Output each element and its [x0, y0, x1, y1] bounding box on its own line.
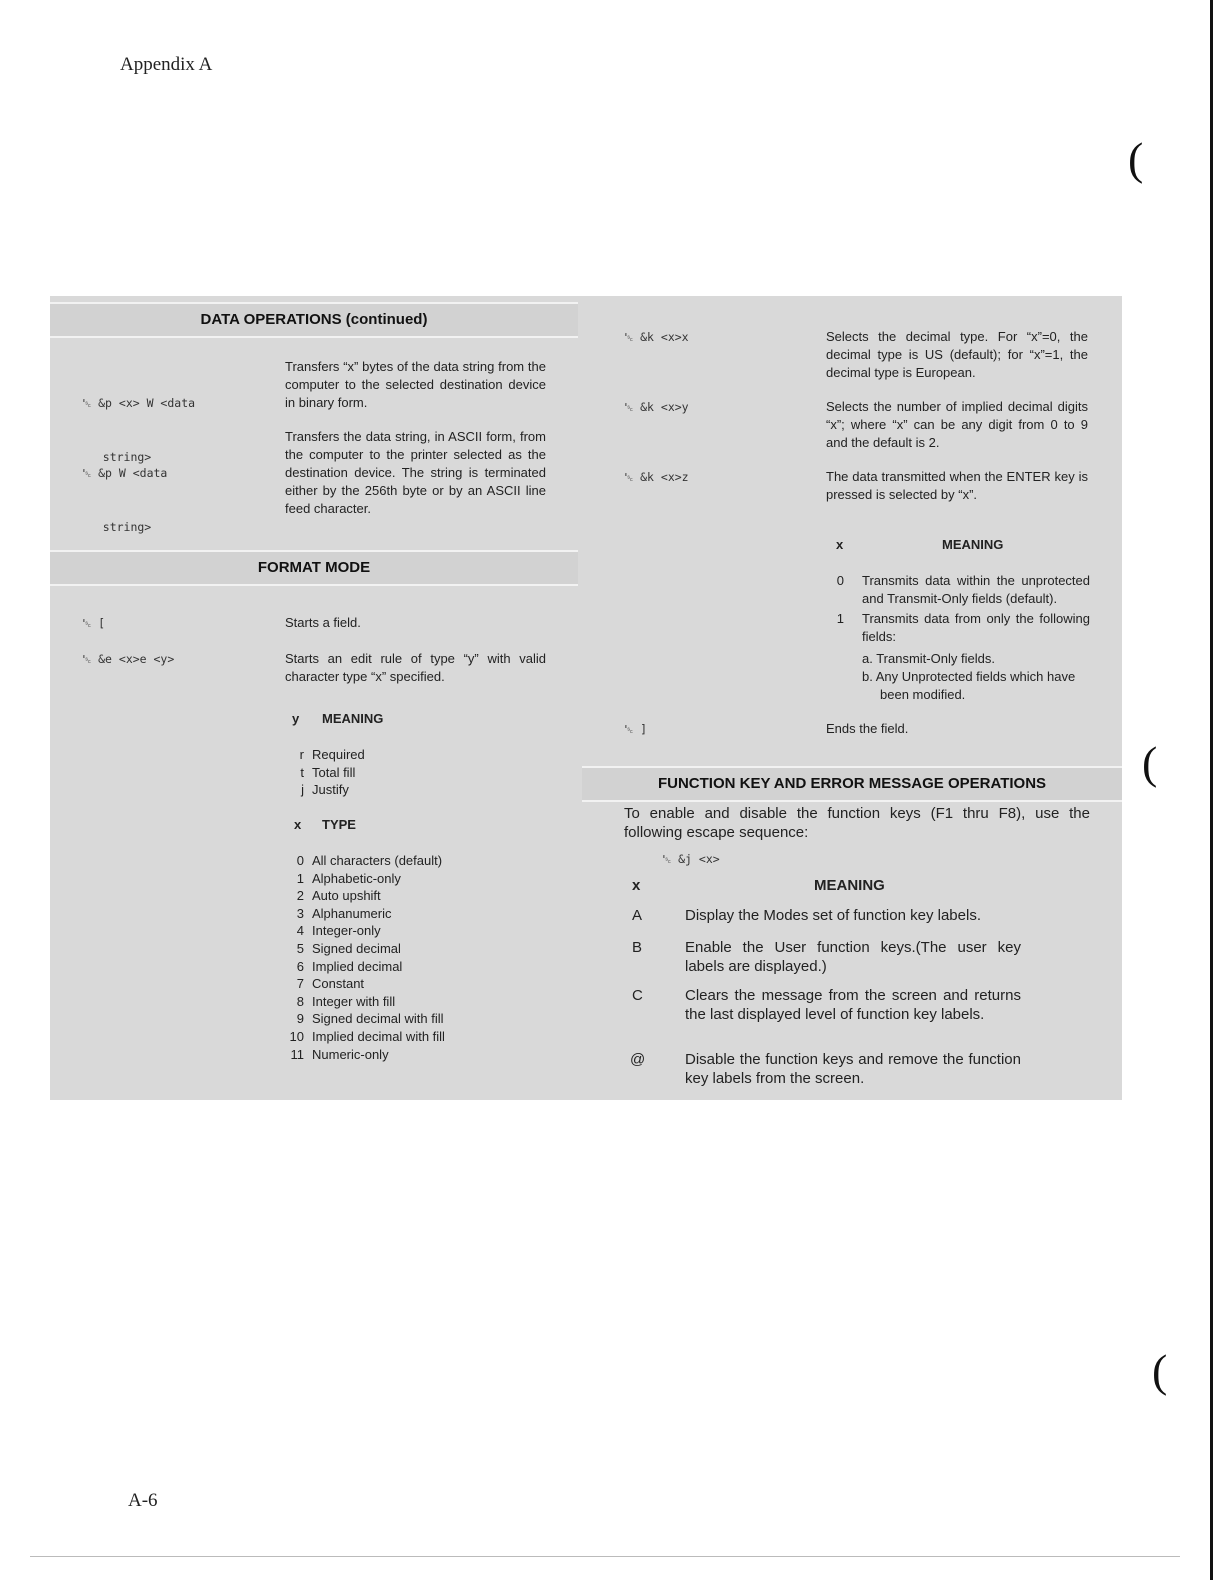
row-key: j: [301, 782, 304, 798]
y-table: [274, 746, 365, 799]
row-value: Required: [312, 747, 365, 762]
row-key: 3: [296, 905, 304, 921]
fk-row-a-value: Display the Modes set of function key labels.: [685, 907, 981, 924]
row-value: Alphabetic-only: [312, 870, 401, 886]
row-key: 0: [296, 853, 304, 868]
row-value: Signed decimal: [312, 940, 401, 956]
y-table-key-header: y: [292, 711, 300, 726]
x-table-key-header: x: [294, 817, 302, 832]
x-table: [274, 852, 445, 1063]
row-value: Integer with fill: [312, 993, 396, 1009]
fk-row-c-value: Clears the message from the screen and returns the last displayed level of function key labels.: [685, 987, 1021, 1023]
row-value: Constant: [312, 976, 365, 992]
binder-mark-bottom: (: [1152, 1345, 1168, 1396]
row-key: 5: [296, 940, 304, 956]
table-row: [274, 958, 445, 976]
row-key: 7: [296, 976, 304, 992]
fk-row-b-key: B: [632, 939, 643, 956]
seq-implied-decimal: ␛ &k <x>y: [624, 400, 689, 414]
y-table-value-header: MEANING: [322, 711, 384, 726]
fk-row-at-value: Disable the function keys and remove the function key labels from the screen.: [685, 1051, 1021, 1087]
table-row: [274, 746, 365, 764]
table-row: [274, 1010, 445, 1028]
seq-start-field: ␛ [: [82, 616, 106, 630]
row-key: t: [300, 764, 304, 780]
table-row: [274, 781, 365, 799]
desc-ascii-transfer: Transfers the data string, in ASCII form, from the computer to the printer selected as the destination device. The string is terminated either by the 256th byte or by an ASCII line feed character.: [285, 429, 546, 516]
fk-table-value-header: MEANING: [814, 877, 885, 894]
row-value: Signed decimal with fill: [312, 1011, 444, 1027]
seq-function-keys: ␛ &j <x>: [662, 852, 720, 866]
table-row: [274, 887, 445, 905]
table-row: [274, 993, 445, 1011]
enter-row-1-key: 1: [836, 611, 844, 626]
enter-row-0-key: 0: [836, 573, 844, 588]
row-key: 6: [296, 958, 304, 974]
format-mode-title: FORMAT MODE: [50, 550, 578, 586]
row-key: 4: [296, 923, 304, 939]
row-value: Numeric-only: [312, 1046, 389, 1062]
seq-line: ␛ &p <x> W <data: [82, 396, 196, 410]
row-value: Implied decimal: [312, 958, 403, 974]
table-row: [274, 905, 445, 923]
table-row: [274, 1028, 445, 1046]
fk-row-c-key: C: [632, 987, 643, 1004]
left-panel: [50, 296, 584, 1100]
row-key: 10: [289, 1028, 304, 1044]
row-key: 9: [296, 1011, 304, 1027]
row-key: 1: [296, 870, 304, 886]
row-value: Alphanumeric: [312, 905, 392, 921]
table-row: [274, 975, 445, 993]
seq-edit-rule: ␛ &e <x>e <y>: [82, 652, 175, 666]
table-row: [274, 1046, 445, 1064]
seq-line: string>: [82, 520, 152, 534]
table-row: [274, 764, 365, 782]
row-value: Justify: [312, 782, 349, 798]
row-value: Total fill: [312, 764, 356, 780]
x-table-value-header: TYPE: [322, 817, 356, 832]
page-edge-rule: [1210, 0, 1213, 1580]
table-row: [274, 922, 445, 940]
desc-end-field: Ends the field.: [826, 721, 909, 736]
enter-table-value-header: MEANING: [942, 537, 1004, 552]
table-row: [274, 852, 445, 870]
seq-enter-key: ␛ &k <x>z: [624, 470, 689, 484]
seq-line: string>: [82, 450, 152, 464]
enter-table-key-header: x: [836, 537, 844, 552]
desc-start-field: Starts a field.: [285, 615, 361, 630]
enter-row-1-value: Transmits data from only the following fields:: [862, 611, 1090, 644]
row-key: 8: [296, 993, 304, 1009]
table-row: [274, 870, 445, 888]
table-row: [274, 940, 445, 958]
enter-row-0-value: Transmits data within the unprotected and Transmit-Only fields (default).: [862, 573, 1090, 606]
desc-enter-key: The data transmitted when the ENTER key is pressed is selected by “x”.: [826, 469, 1088, 502]
desc-implied-decimal: Selects the number of implied decimal digits “x”; where “x” can be any digit from 0 to 9 and the default is 2.: [826, 399, 1088, 450]
desc-decimal-type: Selects the decimal type. For “x”=0, the decimal type is US (default); for “x”=1, the decimal type is European.: [826, 329, 1088, 380]
row-key: 2: [296, 888, 304, 904]
row-key: r: [299, 747, 304, 762]
seq-line: ␛ &p W <data: [82, 466, 168, 480]
row-value: All characters (default): [312, 853, 443, 868]
enter-row-1-sub-a: a. Transmit-Only fields.: [862, 651, 995, 666]
binder-mark-top: (: [1128, 133, 1144, 184]
fk-table-key-header: x: [632, 877, 641, 894]
function-keys-title: FUNCTION KEY AND ERROR MESSAGE OPERATIONS: [582, 766, 1122, 802]
row-value: Auto upshift: [312, 888, 381, 904]
function-keys-intro: To enable and disable the function keys (F1 thru F8), use the following escape sequence:: [624, 805, 1090, 841]
seq-decimal-type: ␛ &k <x>x: [624, 330, 689, 344]
data-operations-title: DATA OPERATIONS (continued): [50, 302, 578, 338]
desc-binary-transfer: Transfers “x” bytes of the data string from the computer to the selected destination device in binary form.: [285, 359, 546, 410]
page-header: Appendix A: [120, 54, 213, 75]
row-key: 11: [290, 1046, 304, 1062]
right-panel: [582, 296, 1122, 1100]
row-value: Implied decimal with fill: [312, 1028, 445, 1044]
row-value: Integer-only: [312, 923, 381, 939]
binder-mark-middle: (: [1142, 737, 1158, 788]
fk-row-a-key: A: [632, 907, 643, 924]
fk-row-at-key: @: [630, 1051, 646, 1068]
enter-row-1-sub-b: b. Any Unprotected fields which have been modified.: [862, 669, 1076, 702]
bottom-scan-line: [30, 1556, 1180, 1557]
seq-end-field: ␛ ]: [624, 722, 648, 736]
page-number: A-6: [128, 1490, 158, 1511]
fk-row-b-value: Enable the User function keys.(The user key labels are displayed.): [685, 939, 1021, 975]
desc-edit-rule: Starts an edit rule of type “y” with valid character type “x” specified.: [285, 651, 546, 684]
